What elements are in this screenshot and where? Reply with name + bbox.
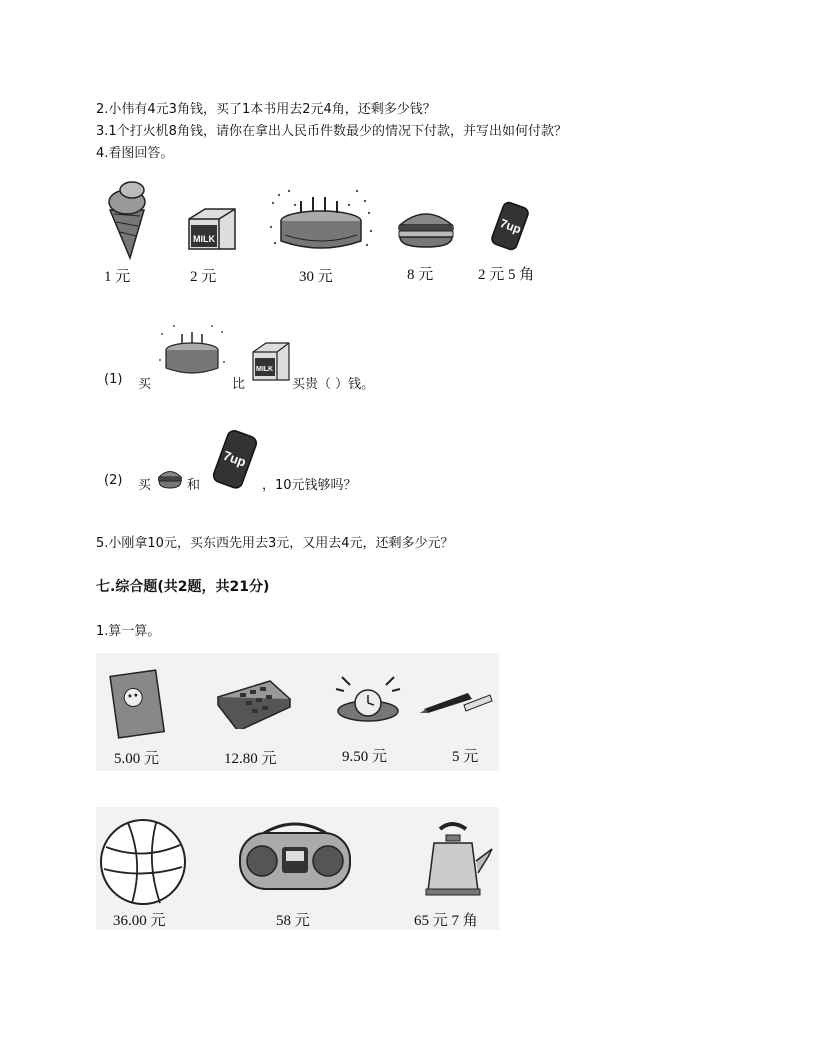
question-3: 3.1个打火机8角钱，请你在拿出人民币件数最少的情况下付款，并写出如何付款？	[96, 124, 567, 139]
question-1: 1.算一算。	[96, 624, 161, 639]
alarm-clock-icon	[332, 671, 404, 729]
price-label: 1 元	[104, 269, 131, 285]
svg-text:MILK: MILK	[256, 366, 274, 373]
soda-can-icon	[485, 200, 535, 252]
kettle-icon	[416, 819, 496, 901]
subquestion-number: (2)	[104, 473, 123, 488]
price-label: 2 元	[190, 269, 217, 285]
svg-text:7up: 7up	[221, 447, 249, 470]
subquestion-text: 和	[187, 478, 201, 493]
price-label: 8 元	[407, 267, 434, 283]
price-label: 9.50 元	[342, 749, 388, 765]
hamburger-icon	[396, 207, 456, 249]
hamburger-icon	[157, 468, 183, 490]
price-label: 12.80 元	[224, 751, 277, 767]
radio-icon	[236, 819, 354, 895]
subquestion-text: ，10元钱够吗？	[262, 478, 357, 493]
birthday-cake-icon	[156, 320, 228, 384]
price-figure-2	[96, 653, 499, 771]
svg-text:MILK: MILK	[193, 234, 215, 244]
subquestion-text: 比	[232, 377, 246, 392]
soda-can-icon	[206, 428, 262, 490]
subquestion-text: 买贵（ ）钱。	[292, 377, 375, 392]
subquestion-number: (1)	[104, 372, 123, 387]
svg-text:7up: 7up	[498, 216, 524, 237]
milk-carton-icon	[185, 205, 239, 253]
question-5: 5.小刚拿10元，买东西先用去3元，又用去4元，还剩多少元？	[96, 536, 454, 551]
price-label: 58 元	[276, 913, 310, 929]
ice-cream-icon	[100, 180, 152, 262]
price-label: 30 元	[299, 269, 333, 285]
pen-icon	[418, 679, 494, 719]
birthday-cake-icon	[265, 183, 377, 257]
question-2: 2.小伟有4元3角钱，买了1本书用去2元4角，还剩多少钱？	[96, 102, 436, 117]
price-label: 65 元 7 角	[414, 913, 478, 929]
calculator-icon	[214, 677, 294, 729]
price-label: 5.00 元	[114, 751, 160, 767]
subquestion-text: 买	[138, 377, 152, 392]
question-4: 4.看图回答。	[96, 146, 174, 161]
section-heading: 七.综合题(共2题，共21分)	[96, 579, 270, 595]
price-label: 36.00 元	[113, 913, 166, 929]
price-label: 5 元	[452, 749, 479, 765]
milk-carton-icon	[250, 340, 292, 384]
volleyball-icon	[98, 817, 188, 907]
price-figure-3	[96, 807, 499, 930]
price-label: 2 元 5 角	[478, 267, 535, 283]
notebook-icon	[104, 667, 170, 739]
subquestion-text: 买	[138, 478, 152, 493]
